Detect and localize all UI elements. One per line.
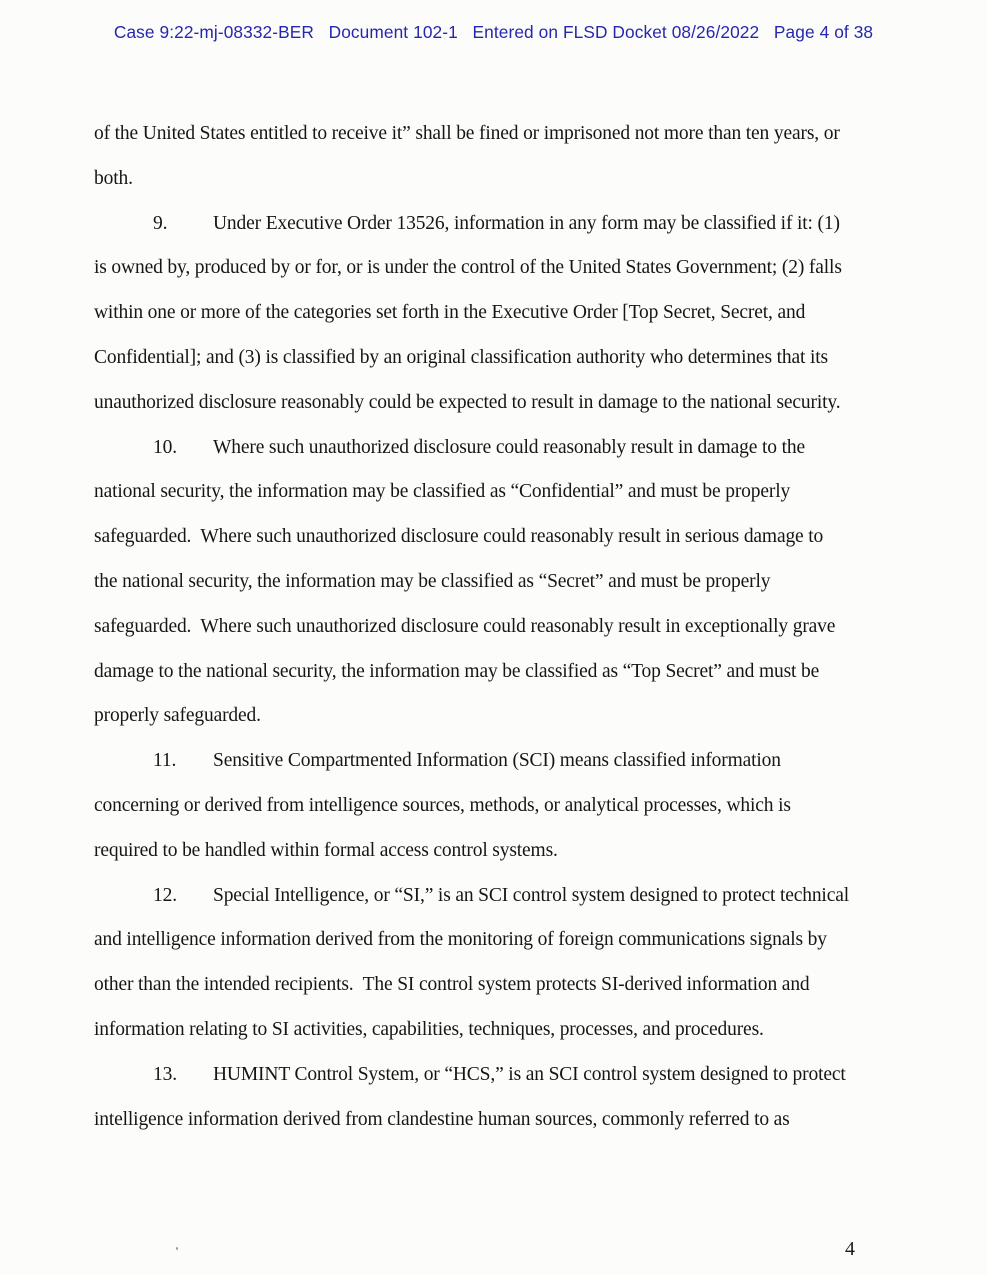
paragraph-start-line: [94, 739, 884, 784]
line-text: Where such unauthorized disclosure could reasonably result in damage to the: [213, 436, 805, 458]
line-text: intelligence information derived from clandestine human sources, commonly referred to as: [94, 1108, 790, 1130]
page-number: 4: [845, 1238, 855, 1260]
paragraph-start-line: [94, 426, 884, 471]
line-text: Sensitive Compartmented Information (SCI) means classified information: [213, 750, 781, 772]
line-text: concerning or derived from intelligence sources, methods, or analytical processes, which is: [94, 794, 791, 816]
line-text: and intelligence information derived from the monitoring of foreign communications signals by: [94, 929, 827, 951]
text-line: [94, 560, 884, 605]
text-line: [94, 112, 884, 157]
line-text: Confidential]; and (3) is classified by an original classification authority who determines that its: [94, 346, 828, 368]
line-text: HUMINT Control System, or “HCS,” is an SCI control system designed to protect: [213, 1063, 846, 1085]
text-line: [94, 918, 884, 963]
paragraph-number: 10.: [153, 436, 177, 458]
line-text: national security, the information may be classified as “Confidential” and must be properly: [94, 481, 791, 503]
paragraph-start-line: [94, 202, 884, 247]
paragraph-start-line: [94, 1053, 884, 1098]
line-text: damage to the national security, the information may be classified as “Top Secret” and must be: [94, 660, 820, 682]
line-text: properly safeguarded.: [94, 705, 261, 727]
line-text: information relating to SI activities, capabilities, techniques, processes, and procedures.: [94, 1018, 764, 1040]
line-text: Special Intelligence, or “SI,” is an SCI control system designed to protect technical: [213, 884, 849, 906]
paragraph-number: 11.: [153, 750, 177, 772]
text-line: [94, 515, 884, 560]
line-text: safeguarded. Where such unauthorized disclosure could reasonably result in exceptionally grave: [94, 615, 836, 637]
line-text: other than the intended recipients. The SI control system protects SI-derived information and: [94, 974, 810, 996]
paragraph-number: 12.: [153, 884, 177, 906]
text-line: [94, 246, 884, 291]
text-line: [94, 963, 884, 1008]
text-line: [94, 470, 884, 515]
text-line: [94, 694, 884, 739]
text-line: [94, 291, 884, 336]
text-line: [94, 336, 884, 381]
line-text: of the United States entitled to receive it” shall be fined or imprisoned not more than ten years, or: [94, 123, 840, 144]
line-text: the national security, the information may be classified as “Secret” and must be properly: [94, 570, 771, 592]
line-text: both.: [94, 167, 133, 189]
text-line: [94, 784, 884, 829]
paragraph-start-line: [94, 874, 884, 919]
text-line: [94, 605, 884, 650]
line-text: Under Executive Order 13526, information in any form may be classified if it: (1): [213, 212, 840, 234]
line-text: within one or more of the categories set forth in the Executive Order [Top Secret, Secret, and: [94, 302, 806, 324]
line-text: required to be handled within formal access control systems.: [94, 839, 558, 861]
scan-artifact-dot: [176, 1247, 178, 1250]
text-line: [94, 650, 884, 695]
case-header-stamp: Case 9:22-mj-08332-BER Document 102-1 Entered on FLSD Docket 08/26/2022 Page 4 of 38: [113, 22, 874, 42]
text-line: [94, 157, 884, 202]
text-line: [94, 1008, 884, 1053]
paragraph-number: 9.: [153, 212, 168, 234]
text-line: [94, 381, 884, 426]
paragraph-number: 13.: [153, 1063, 177, 1085]
text-line: [94, 1098, 884, 1143]
line-text: is owned by, produced by or for, or is under the control of the United States Government; (2) falls: [94, 257, 842, 279]
line-text: safeguarded. Where such unauthorized disclosure could reasonably result in serious damage to: [94, 526, 824, 548]
line-text: unauthorized disclosure reasonably could be expected to result in damage to the national security.: [94, 391, 841, 413]
text-line: [94, 829, 884, 874]
document-body: [94, 112, 884, 1142]
